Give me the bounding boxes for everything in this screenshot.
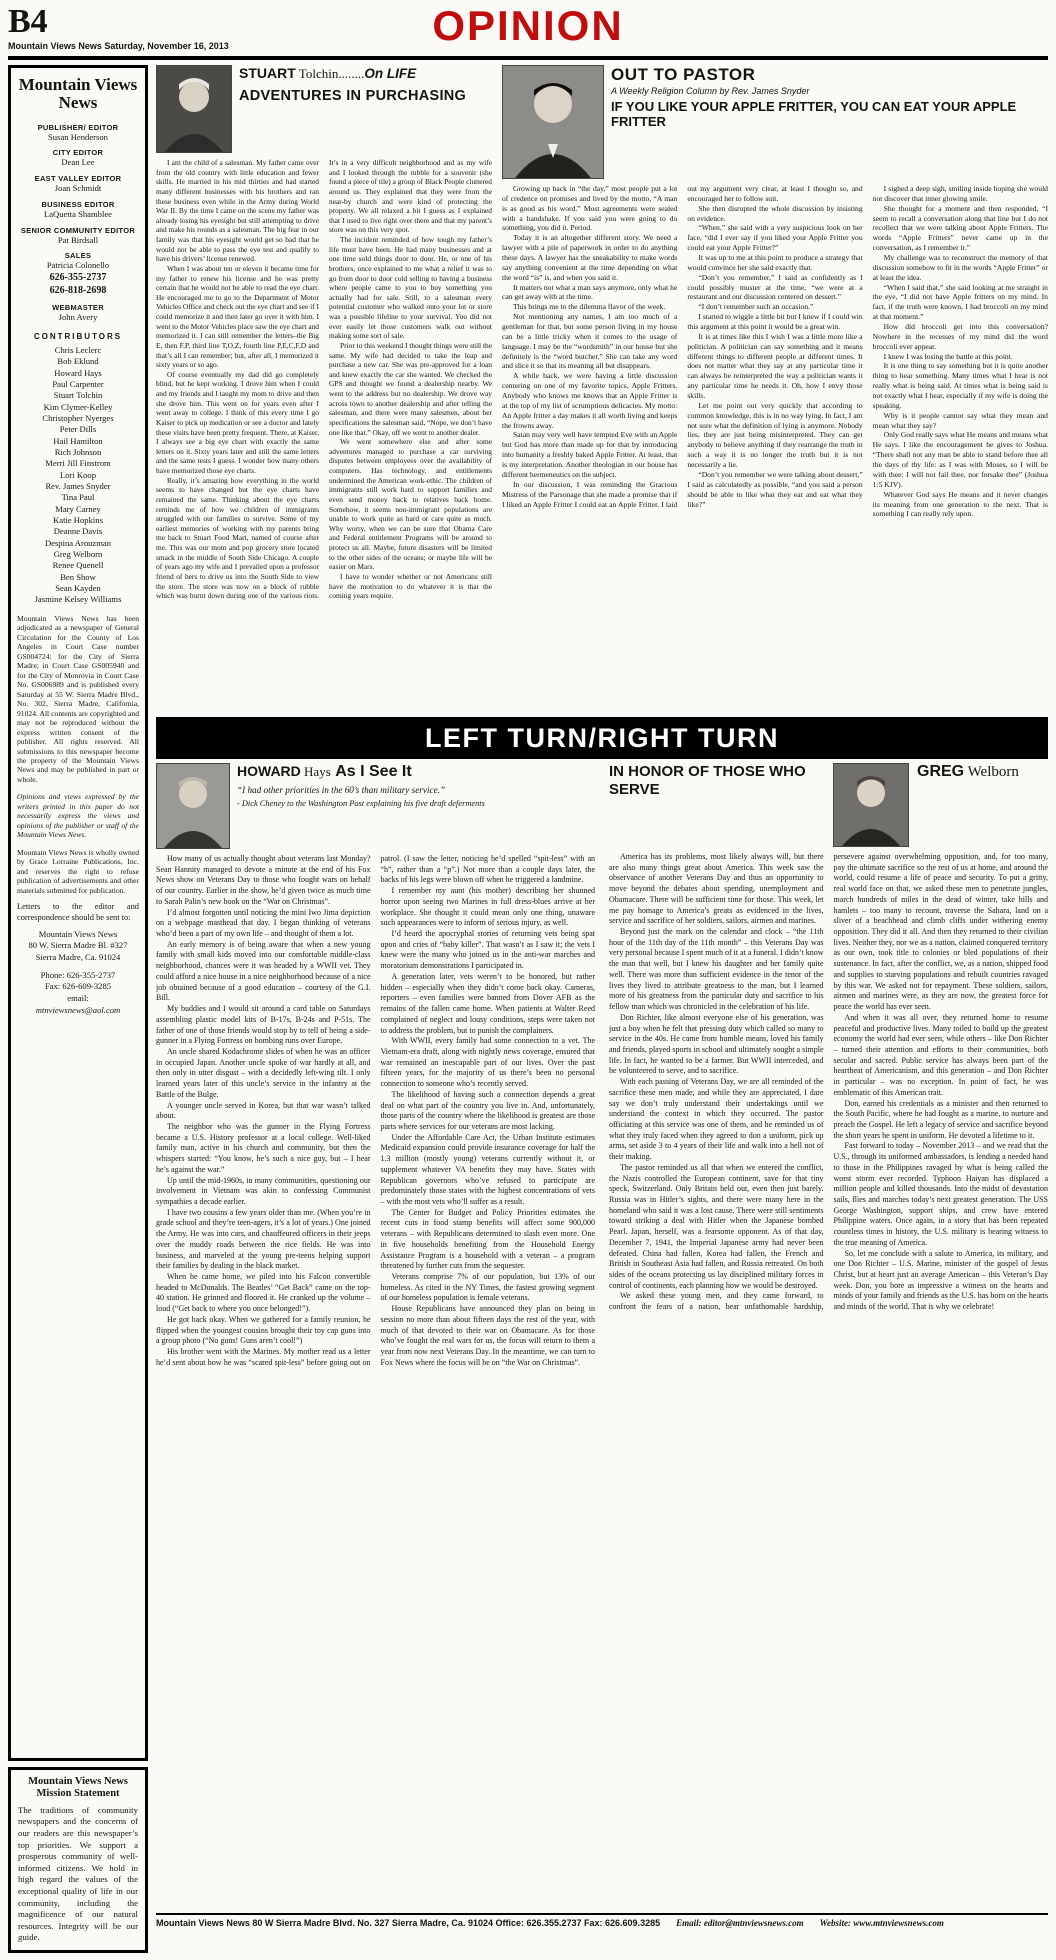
sidebar-masthead-title: Mountain Views News <box>18 75 138 112</box>
role-name: John Avery <box>58 312 98 323</box>
article-paragraph: This brings me to the dilemma flavor of the week. <box>513 302 666 312</box>
article-paragraph: Only God really says what He means and means what He says. I like the encouragement he gives to Joshua. “There shall not any man be able to stand before thee all the days of thy life: as I was with Moses, so I will be with thee: I will not fail thee, nor forsake thee” (Joshua 1:5 KJV). <box>872 430 1048 489</box>
role-title: CITY EDITOR <box>52 148 104 158</box>
role-east-valley-editor <box>17 174 139 194</box>
article-paragraph: The Center for Budget and Policy Priorities estimates the recent cuts in food stamp benefits will affect some 900,000 veterans – with Republicans determined to slash even more. One in five households benefiting from the Household Energy Assistance Program is a household with a veteran – a program threatened by further cuts from the sequester. <box>380 1207 595 1271</box>
role-title: SENIOR COMMUNITY EDITOR <box>20 225 136 235</box>
role-name: Susan Henderson <box>48 131 108 142</box>
article-paragraph: I’d almost forgotten until noticing the mini Iwo Jima depiction on a webpage masthead that day. I began thinking of veterans who’d been a part of my own life – and thought of them a lot. <box>156 907 371 939</box>
pull-quote-text: “I had other priorities in the 60’s than military service.” <box>237 785 446 795</box>
article-paragraph: We went somewhere else and after some adventures managed to purchase a car surviving disputes between employees over the availability of computers. Has technology, and entitlements undermined the American work-ethic. The children of immigrants still work hard to support families and even send money back to relatives back home. Somehow, it seems non-immigrant populations are unable to work quite as hard or care quite as much. Why worry, when we can be sure that Obama Care and Federal entitlement Programs will be around to protect us all. Maybe, future disasters will be limited to the other sides of the oceans; or maybe life will be easier on Mars. <box>329 437 492 572</box>
tolchin-kicker <box>239 65 466 83</box>
footer-website <box>820 1918 944 1928</box>
article-paragraph: She thought for a moment and then responded, “I seem to recall a conversation along that line but I do not recollect that we were talking about Apple Fritters. The words “Apple Fritters” never came up in the conversation, as I remember it.” <box>872 203 1048 253</box>
hays-article-body <box>156 854 595 1894</box>
article-paragraph: The neighbor who was the gunner in the Flying Fortress became a U.S. History professor at a local college. Well-liked family man, active in his church and community, but then the whispers started: “You know, he’s such a nice guy, but – I hear he’s against the war.” <box>156 1121 371 1174</box>
contributor-name: Katie Hopkins <box>53 514 103 525</box>
footer-website-value: www.mtnviewsnews.com <box>853 1918 944 1928</box>
main-column <box>156 65 1048 1953</box>
article-paragraph: When I was about ten or eleven it became time for my father to renew his license and he was pretty certain that he would not be able to read the eye chart. He encouraged me to go to the Department of Motor Vehicles Office and check out the eye chart and see if I could memorize it and then later go over it with him. I went to the Motor Vehicles place saw the eye chart and memorized it. I can still remember the letters–the Big E, then F,P, third line T,O,Z, fourth line P,E,C,F,D and that’s all I can remember; but, after all, I memorized it sixty years or so ago. <box>156 263 319 370</box>
contact-fax: Fax: 626-609-3285 <box>44 981 112 992</box>
article-paragraph: “Don’t you remember,” I said as confidently as I could possibly muster at the time, “we were at a restaurant and our discussion centered on dessert.” <box>687 272 863 302</box>
mission-text: The traditions of community newspapers and the concerns of our readers are this newspaper’s top priorities. We support a prosperous community of well-informed citizens. We hold in high regard the values of the exceptional quality of life in our community, including the magnificence of our natural resources. Integrity will be our guide. <box>18 1804 138 1943</box>
contributor-name: Rich Johnson <box>54 446 102 457</box>
article-paragraph: How did broccoli get into this conversation? Nowhere in the recesses of my mind did the word broccoli ever appear. <box>872 322 1048 351</box>
article-paragraph: We asked these young men, and they came forward, to confront the fears of a nation, bear unfathomable hardship, persevere against overwhelming opposition, and, for too many, pay the ultimate sacrifice so the rest of us at home, and around the world, could resume a life of peace and security. To put a gritty, real world face on that, we asked these men to penetrate jungles, march hundreds of miles in the dead of winter, take hills and hamlets – too many to recount, traverse the Sahara, land on a sliver of a beachhead and climb cliffs under withering enemy opposition. They did it all. And then they returned to their civilian lives. Neither they, nor we as a nation, claimed conquered territory as our own, took title to colonies or bled populations of their sustenance. In fact, after the conflict, we, as a nation, shipped food and supplies to starving populations and rebuilt countries ravaged by this war. We asked not for repayment. These soldiers, sailors, airmen and marines were, as they are now, the greatest force for peace the world has ever seen. <box>609 852 1048 1312</box>
article-paragraph: And when it was all over, they returned home to resume peaceful and productive lives. Many toiled to build up the greatest economy the world had ever seen, while others – like Don Richter – turned their attention and efforts to their communities, both secular and sacred. Public service has always been part of the heartbeat of Americanism, and this generation – and Don Richter in particular – was no exception. In point of fact, he was emblematic of this American trait. <box>833 1012 1048 1097</box>
article-paragraph: My challenge was to reconstruct the memory of that discussion somehow to fit in the words “Apple Fritter” or at least the idea. <box>872 253 1048 282</box>
contributor-name: Bob Eklund <box>57 356 99 367</box>
page-number: B4 <box>8 3 48 40</box>
welborn-kicker <box>917 763 1019 781</box>
article-paragraph: She then disrupted the whole discussion by insisting on evidence. <box>687 203 863 223</box>
contact-email: mtnviewsnews@aol.com <box>35 1004 121 1015</box>
tolchin-article-body <box>156 158 492 704</box>
article-paragraph: Of course eventually my dad did go completely blind, but he kept working. I drove him when I could and my friends and I taught my mom to drive and then she drove him. This went on for years even after I went away to college. I think of this every time I go Kaiser to pick up medication or see a doctor and lately these visits have been pretty frequent. There, at Kaiser, I always see a big eye chart with exactly the same letters on it. Sixty years later and still the same letters and the same tests I guess. I wonder how many others have memorized those eye charts. <box>156 369 319 475</box>
role-title: SALES <box>64 251 92 261</box>
page-content <box>8 65 1048 1953</box>
hays-article-header <box>156 763 595 849</box>
pastor-column-title: OUT TO PASTOR <box>611 65 756 84</box>
pastor-article-header <box>502 65 1048 179</box>
contributor-name: Tina Paul <box>61 492 95 503</box>
article-paragraph: Growing up back in “the day,” most people put a lot of credence on promises and lived by the motto, “A man is as good as his word.” Most agreements were sealed with a handshake. If you said you were going to do something, you did it. Period. <box>502 184 678 233</box>
contributor-name: Renee Quenell <box>52 560 104 571</box>
contributor-name: Lori Koop <box>59 469 97 480</box>
hays-header-text <box>237 763 485 849</box>
greg-welborn-photo <box>833 763 909 847</box>
contributor-name: Mary Carney <box>55 503 101 514</box>
article-paragraph: I have two cousins a few years older than me. (When you’re in grade school and they’re teen-agers, it’s a lot of years.) One joined the Army. He was into cars, and chauffeured officers in their jeeps over the muddy roads between the rice fields. He was into business, and marveled at the young pre-teens helping support their families by dealing in the black market. <box>156 1207 371 1271</box>
contributor-name: Howard Hays <box>54 367 102 378</box>
role-city-editor <box>17 148 139 168</box>
article-paragraph: Whatever God says He means and it never changes its meaning from one generation to the next. That is something I can really rely upon. <box>872 489 1048 519</box>
author-last-name: Welborn <box>964 764 1019 780</box>
role-name: Dean Lee <box>61 157 95 168</box>
author-first-name: GREG <box>917 763 965 780</box>
article-paragraph: I am the child of a salesman. My father came over from the old country with little education and fewer skills. He married in his mid thirties and had started many different businesses with his brothers and ran these business even while in the Army during World War II. By the time I came on the scene my father was already losing his eyesight but still attempting to drive and make his rounds as a salesman. The big fear in our family was that his eyesight would get so bad that he would not be able to pass the eye test and qualify to have his drivers’ license renewed. <box>156 158 319 264</box>
role-name: LaQuetta Shamblee <box>43 208 112 219</box>
welborn-article-header <box>609 763 1048 847</box>
contributor-name: Jasmine Kelsey Williams <box>34 594 122 605</box>
contributor-name: Deanne Davis <box>53 526 103 537</box>
article-paragraph: With WWII, every family had some connection to a vet. The Vietnam-era draft, along with nightly news coverage, ensured that war remained an inescapable part of our lives. Over the past fifteen years, for the majority of us there’s been no personal connection to someone who’s recently served. <box>380 1036 595 1089</box>
contributor-name: Kim Clymer-Kelley <box>43 401 113 412</box>
sales-phone-2: 626-818-2698 <box>49 285 107 297</box>
role-publisher-editor <box>17 123 139 143</box>
pastor-header-text <box>611 65 1048 179</box>
role-title: EAST VALLEY EDITOR <box>34 174 122 184</box>
pastor-headline: IF YOU LIKE YOUR APPLE FRITTER, YOU CAN EAT YOUR APPLE FRITTER <box>611 99 1017 129</box>
article-paragraph: In our discussion, I was reminding the Gracious Mistress of the Parsonage that she made a promise that if I liked an Apple Fritter I could eat an Apple Fritter. I laid out my argument very clear, at least I thought so, and encouraged her to follow suit. <box>502 184 863 509</box>
article-paragraph: “I don’t remember such an occasion.” <box>698 302 814 312</box>
contributor-name: Ben Show <box>60 571 96 582</box>
contributor-name: Chris Leclerc <box>54 344 102 355</box>
pastor-column-subtitle: A Weekly Religion Column by Rev. James Snyder <box>611 86 810 96</box>
role-name: Joan Schmidt <box>54 183 102 194</box>
footer-email-value: editor@mtnviewsnews.com <box>703 1918 804 1928</box>
hays-kicker <box>237 763 485 781</box>
column-name: On LIFE <box>364 66 417 81</box>
contributor-name: Hail Hamilton <box>53 435 103 446</box>
footer-email-label: Email: <box>676 1918 702 1928</box>
james-snyder-photo <box>502 65 604 179</box>
address-line: Mountain Views News <box>38 929 118 940</box>
masthead-box <box>8 65 148 1761</box>
contributor-name: Peter Dills <box>59 424 97 435</box>
article-paragraph: Why is it people cannot say what they mean and mean what they say? <box>872 410 1048 430</box>
role-title: BUSINESS EDITOR <box>41 199 115 209</box>
role-title: WEBMASTER <box>52 303 104 313</box>
contributors-heading: CONTRIBUTORS <box>33 331 123 341</box>
author-last-name: Hays <box>300 764 331 779</box>
contributor-name: Rev. James Snyder <box>45 480 111 491</box>
article-paragraph: A younger uncle served in Korea, but that war wasn’t talked about. <box>156 1100 371 1121</box>
role-senior-community-editor <box>17 226 139 246</box>
contributor-name: Stuart Tolchin <box>53 390 103 401</box>
article-paragraph: A while back, we were having a little discussion centering on one of my favorite topics, Apple Fritters. Anybody who knows me knows that an Apple Fritter is at the top of my list of scrumptious delicacies. My motto: An Apple fritter a day makes it all worth living and keeps the frowns away. <box>502 371 678 430</box>
page-header <box>8 2 1048 60</box>
article-paragraph: Really, it’s amazing how everything in the world seems to have changed but the eye charts have remained the same. Thinking about the eye charts reminds me of how we children of immigrants struggled with our families to survive. Some of my earliest memories of working with my parents bring me back to Stuart Food Mart, named of course after me. This was our mom and pop grocery store located smack in the middle of South Side Chicago. A couple of years ago my wife and I prevailed upon a professor friend of hers to drive us into the South Side to view the store. The store was now on a block of rubble which was burnt down during one of the various riots. It’s in a very difficult neighborhood and as my wife and I looked through the rubble for a souvenir (she found a piece of tile) a group of Black People cluttered around us. They explained that they were from the near-by church and were kind of protecting the property. We all relaxed a bit I guess as I explained that I used to live right over there and that my parent’s store was on this very spot. <box>156 158 492 601</box>
article-paragraph: America has its problems, most likely always will, but there are also many things great about America. This week saw the observance of another Veterans Day and thus an opportunity to move beyond the debates about spending, unemployment and Obamacare. There will be sufficient time for those. This week, let me pay homage to America’s greats as evidenced in the lives, service and sacrifice of her soldiers, sailors, airmen and marines. <box>609 852 824 926</box>
article-paragraph: I’d heard the apocryphal stories of returning vets being spat upon and cries of “baby killer”. That wasn’t as I saw it; the vets I knew were the many who joined us in the anti-war marches and moratorium demonstrations I participated in. <box>380 929 595 971</box>
article-in-honor-of-those-who-serve <box>609 763 1048 1909</box>
article-paragraph: Prior to this weekend I thought things were still the same. My wife had decided to take the leap and purchase a new car. She was pre-approved for a loan and knew exactly the car she wanted. We checked the GPS and thought we found a dealership nearby. We went to the address but no dealership. We drove way across town to another dealership and after telling the salesman, and there were many salesmen, about her specifications the salesman said, “Nope, we don’t have one like that.” Okay, off we went to another dealer. <box>329 340 492 437</box>
article-paragraph: Not mentioning any names, I am too much of a gentleman for that, but some person living in my house can be a little tricky when it comes to the usage of language. I may be the “wordsmith” in our house but she definitely is the “word butcher.” She can take any word and slice it so that its meaning all but disappears. <box>502 312 678 371</box>
role-title: PUBLISHER/ EDITOR <box>37 122 119 132</box>
role-name: Pat Birdsall <box>57 234 99 245</box>
article-paragraph: How many of us actually thought about veterans last Monday? Sean Hannity managed to devote a minute at the end of his Fox News show on Veterans Day to those who fought wars on behalf of our country. Earlier in the show, he’d given twice as much time to Sarah Palin’s new book on the “War on Christmas”. <box>156 854 371 906</box>
mission-title: Mountain Views News Mission Statement <box>28 1775 128 1800</box>
article-paragraph: The incident reminded of how tough my father’s life must have been. He had many businesses and at one time sold things door to door. He, or one of his brothers, once explained to me what a relief it was to go from door to door cold selling to having a business where people came to you to buy something you actually had for sale. Still, to a salesman every potential customer who walked onto your lot or store was a possible lifeline to your survival. You did not ever easily let those customers walk out without making some sort of sale. <box>329 235 492 341</box>
article-paragraph: Veterans comprise 7% of our population, but 13% of our homeless. As cited in the NY Times, the fastest growing segment of our homeless population is female veterans. <box>380 1272 595 1303</box>
article-as-i-see-it <box>156 763 595 1909</box>
article-paragraph: When he came home, we piled into his Falcon convertible headed to McDonalds. The Beatles’ “Get Back” came on the top-40 station. He grinned and floored it. He cranked up the volume – loud (“Get back to where you once belonged!”). <box>156 1272 371 1314</box>
article-paragraph: The pastor reminded us all that when we entered the conflict, the Nazis controlled the European continent, save for that tiny speck, Switzerland. Only Britain held out, even then just barely. Russia was in Hitler’s sights, and there were many here in the homeland who said it was a lost cause. There were still sentiments toward striking a deal with Hitler when the Japanese bombed Pearl. Japan, herself, was a fearsome opponent. As of that day, December 7, 1941, the Imperial Japanese army had never been defeated. China had fallen, Korea had fallen, the French and British in Southeast Asia had fallen, and Russia retreated. On both sides of the oceans protecting us lay disciplined military forces in control of continents, each planning how we would be destroyed. <box>609 1162 824 1290</box>
howard-hays-photo <box>156 763 230 849</box>
article-paragraph: Under the Affordable Care Act, the Urban Institute estimates Medicaid expansion could provide insurance coverage for half the 1.3 million (mostly young) veterans currently without it, or supplement whatever VA benefits they may have. States with Republican governors who’ve refused to participate are predominately those states with the highest concentrations of vets – with the most vets who’ll suffer as a result. <box>380 1132 595 1206</box>
article-paragraph: Let me point out very quickly that according to common knowledge, this is in no way lying. In fact, I am not sure what the definition of lying is anymore. Nobody lies, they are just being misinterpreted. They can get anybody to believe anything if they rearrange the truth in such a way it is no longer the truth but it is not necessarily a lie. <box>687 400 863 470</box>
contributor-name: Christopher Nyerges <box>42 412 114 423</box>
contact-email-label: email: <box>67 993 89 1003</box>
article-paragraph: Don, earned his credentials as a minister and then returned to the South Pacific, where he had fought as a marine, to nurture and preach the Gospel. He left a legacy of service and sacrifice beyond the short years he spent in uniform. He devoted a lifetime to it. <box>833 1098 1048 1140</box>
article-paragraph: Beyond just the mark on the calendar and clock – “the 11th hour of the 11th day of the 11th month” – this Veterans Day was very personal because I spent much of it at a funeral. I didn’t know the man that well, but I knew his daughter and her family quite well. There was more than sufficient evidence in the tenor of the lives they lived to attribute greatness to the man, but I learned more of his greatness from the particular duty and sacrifice to his fellow man which was chronicled in the celebration of his life. <box>609 927 824 1012</box>
article-paragraph: House Republicans have announced they plan on being in session no more than about fifteen days the rest of the year, with much of that devoted to their war on Obamacare. As for those who’ve fought the real wars for us, the focus will return to them a year from now next Veterans Day. In the meantime, we can turn to Fox News where the focus will be on “the War on Christmas”. <box>380 1304 595 1367</box>
article-paragraph: “When,” she said with a very suspicious look on her face, “did I ever say if you liked your Apple Fritter you could eat your Apple Fritter?” <box>687 223 863 253</box>
left-turn-right-turn-banner <box>156 717 1048 759</box>
footer-address: Mountain Views News 80 W Sierra Madre Blvd. No. 327 Sierra Madre, Ca. 91024 Office: 626.355.2737 Fax: 626.609.3285 <box>156 1918 661 1928</box>
article-paragraph: He got back okay. When we gathered for a family reunion, he flipped when the youngest cousins brought their toy cap guns into a group photo (“No guns! Guns aren’t cool!”) <box>156 1314 371 1346</box>
article-paragraph: I sighed a deep sigh, smiling inside hoping she would not discover that inner glowing smile. <box>872 184 1048 203</box>
article-paragraph: Fast forward to today – November 2013 – and we read that the U.S., through its uniformed ambassadors, is lending a needed hand to those in the Philippines ravaged by what is being called the worst storm ever recorded. Typhoon Haiyan has displaced a million people and killed thousands. Into the midst of devastation sails, flies and marches today’s next greatest generation. The USS George Washington, support ships, and crew have entered Philippine waters. Once again, in a story that has been repeated countless times in history, the U.S. military is bearing witness to the true meaning of America. <box>833 1141 1048 1247</box>
article-paragraph: I have to wonder whether or not Americans still have the motivation to do whatever it is that the coming years require. <box>329 571 492 601</box>
role-name: Patricia Colonello <box>46 260 110 271</box>
contributor-name: Merri Jill Finstrom <box>45 458 111 469</box>
letters-note: Letters to the editor and correspondence should be sent to: <box>17 902 139 922</box>
article-paragraph: Satan may very well have tempted Eve with an Apple but God has more than made up for that by introducing into humanity a freshly baked Apple Fritter. At least, that is my interpretation. Another theologian in our house has different hermeneutics on the subject. <box>502 430 678 479</box>
contributor-name: Despina Arouzman <box>44 537 112 548</box>
contributors-list <box>17 345 139 606</box>
article-paragraph: “Don’t you remember we were talking about dessert,” I said as calculatedly as possible, “and you said a person should be able to like what they eat and eat what they like?” <box>687 469 863 509</box>
dateline: Mountain Views News Saturday, November 16, 2013 <box>8 41 229 52</box>
author-first-name: HOWARD <box>237 763 301 779</box>
contact-block <box>17 970 139 1016</box>
article-paragraph: It was up to me at this point to produce a strategy that would convince her she said exactly that. <box>687 253 863 272</box>
article-paragraph: I remember my aunt (his mother) describing her shunned horror upon seeing two Marines in full dress-blues arrive at her workplace. She thought it could mean only one thing, unaware such appearances were to inform of serious injury, as well. <box>380 886 595 928</box>
pastor-article-body <box>502 184 1048 696</box>
masthead-sidebar <box>8 65 148 1953</box>
article-paragraph: Don Richter, like almost everyone else of his generation, was just a boy when he felt that pressing duty which called so many to service in the 40s. He came from humble means, loved his family and friends, played sports in school and ultimately sought a simple life. In fact, he wanted to be a farmer. But WWII interceded, and he volunteered to serve, and to sacrifice. <box>609 1012 824 1076</box>
banner-title: LEFT TURN/RIGHT TURN <box>425 722 779 753</box>
article-paragraph: It is at times like this I wish I was a little more like a politician. A politician can say something and it means different things to different people at different times. It does not matter what they say at any particular time it can always be reinterpreted the way a politician wants it any particular time he needs it. Oh, how I envy those skills. <box>687 331 863 401</box>
address-line: 80 W. Sierra Madre Bl. #327 <box>28 940 128 951</box>
article-paragraph: My buddies and I would sit around a card table on Saturdays assembling plastic model kits of B-17s, B-24s and P-51s. The father of one of those friends would stop by to tell of being a side-gunner in a Flying Fortress on bombing runs over Europe. <box>156 1004 371 1046</box>
article-out-to-pastor <box>502 65 1048 713</box>
article-paragraph: So, let me conclude with a salute to America, its military, and one Don Richter – U.S. Marine, minister of the gospel of Jesus Christ, but at heart just an average American – this Veteran’s Day week. Don, you bore as impressive a witness on the hearts and minds of your family and friends as the U.S. has born on the hearts and minds of the world. That is why we celebrate! <box>833 1248 1048 1312</box>
article-paragraph: His brother went with the Marines. My mother read us a letter he’d sent about how he was “scared spit-less” before going out on patrol. (I saw the letter, noticing he’d spelled “spit-less” with an “h”, rather than a “p”.) Not more than a couple days later, the backs of his legs were blown off when he triggered a landmine. <box>156 854 595 1367</box>
page-footer <box>156 1913 1048 1928</box>
tolchin-headline: ADVENTURES IN PURCHASING <box>239 88 467 104</box>
article-paragraph: An uncle shared Kodachrome slides of when he was an officer in occupied Japan. Another uncle spoke of war hardly at all, and then only in utter disgust – with a decidedly left-wing tilt. I only learned years later of this uncle’s service in the infantry at the Battle of the Bulge. <box>156 1046 371 1099</box>
article-paragraph: “When I said that,” she said looking at me straight in the eye, “I did not have Apple fritters on my mind. In fact, if the truth were known, I had broccoli on my mind at that moment.” <box>872 282 1048 322</box>
adjudication-notice: Mountain Views News has been adjudicated as a newspaper of General Circulation for the County of Los Angeles in Court Case number GS004724: for the City of Sierra Madre; in Court Case GS005940 and for the City of Monrovia in Court Case No. GS006989 and is published every Saturday at 55 W. Sierra Madre Blvd., No. 302, Sierra Madre, California, 91024. All contents are copyrighted and may not be reproduced without the express written consent of the publisher. All rights reserved. All submissions to this newspaper become the property of the Mountain Views News and may be published in part or whole. <box>17 613 139 784</box>
article-paragraph: Today it is an altogether different story. We need a lawyer with a pile of paperwork in order to do anything these days. A lawyer has the sneakability to make words say anything convenient at the time depending on what the word “is” is, and when you said it. <box>502 233 678 282</box>
author-first-name: STUART <box>239 65 296 81</box>
author-last-name: Tolchin........ <box>295 66 365 81</box>
article-paragraph: It matters not what a man says anymore, only what he can get away with at the time. <box>502 282 678 302</box>
footer-website-label: Website: <box>819 1918 851 1928</box>
article-paragraph: I started to wiggle a little bit but I knew if I could win this argument at this point it would be a great win. <box>687 312 863 332</box>
article-paragraph: With each passing of Veterans Day, we are all reminded of the sacrifice these men made, and while they are appreciated, I dare say we don’t truly understand their undertakings until we understand the context in which they occurred. The pastor officiating at this service was one of them, and he reminded us of what they truly faced when they agreed to don a uniform, pick up arms, set aside 3 to 4 years of their life and walk into a hell not of their making. <box>609 1077 824 1162</box>
contributor-name: Sean Kayden <box>55 583 101 594</box>
welborn-article-body <box>609 852 1048 1892</box>
column-name: As I See It <box>335 763 412 780</box>
bottom-articles-row <box>156 763 1048 1909</box>
stuart-tolchin-photo <box>156 65 232 153</box>
article-paragraph: A generation later, vets weren’t to be honored, but rather hidden – especially when they didn’t come back okay. Cameras, reporters – even families were banned from Dover AFB as the remains of the fallen came home. When patients at Walter Reed complained of neglect and lousy conditions, steps were taken not to address the problem, but to punish the complainers. <box>380 971 595 1035</box>
contact-phone: Phone: 626-355-2737 <box>40 969 116 980</box>
role-webmaster <box>17 303 139 323</box>
pull-quote <box>237 785 485 810</box>
contributor-name: Paul Carpenter <box>52 378 104 389</box>
pull-quote-attribution: - Dick Cheney to the Washington Post explaining his five draft deferments <box>237 798 485 808</box>
footer-email <box>676 1918 804 1928</box>
role-sales <box>17 251 139 297</box>
article-paragraph: The likelihood of having such a connection depends a great deal on what part of the country you live in. And, unfortunately, those parts of the country where the likelihood is greatest are those parts where services for our veterans are most lacking. <box>380 1089 595 1131</box>
tolchin-header-text <box>239 65 466 153</box>
mailing-address <box>17 929 139 963</box>
address-line: Sierra Madre, Ca. 91024 <box>35 951 121 962</box>
article-paragraph: An early memory is of being aware that when a new young family with small kids moved into our comfortable middle-class neighborhood, chances were it was headed by a WWII vet. They could afford a nice house in a nice neighborhood because of a nice job obtained because of a good education – courtesy of the G.I. Bill. <box>156 939 371 1003</box>
mission-statement-box <box>8 1767 148 1954</box>
article-adventures-in-purchasing <box>156 65 492 713</box>
opinions-disclaimer: Opinions and views expressed by the writers printed in this paper do not necessarily express the views and opinions of the publisher or staff of the Mountain Views News. <box>17 792 139 840</box>
contributor-name: Greg Welborn <box>53 549 103 560</box>
article-paragraph: It is one thing to say something but it is quite another thing to hear something. Many times what I hear is not really what is being said. At times what is being said is not exactly what I hear, especially if my wife is doing the speaking. <box>872 361 1048 410</box>
welborn-headline: IN HONOR OF THOSE WHO SERVE <box>609 763 806 798</box>
ownership-notice: Mountain Views News is wholly owned by Grace Lorraine Publications, Inc. and reserves the right to refuse publication of advertisements and other materials submitted for publication. <box>17 847 139 895</box>
article-paragraph: I knew I was losing the battle at this point. <box>883 351 1013 361</box>
top-articles-row <box>156 65 1048 713</box>
section-title: OPINION <box>432 2 624 49</box>
tolchin-article-header <box>156 65 492 153</box>
article-paragraph: Up until the mid-1960s, in many communities, questioning our involvement in Vietnam was akin to confessing Communist sympathies a decade earlier. <box>156 1175 371 1206</box>
role-business-editor <box>17 200 139 220</box>
sales-phone-1: 626-355-2737 <box>49 272 107 284</box>
